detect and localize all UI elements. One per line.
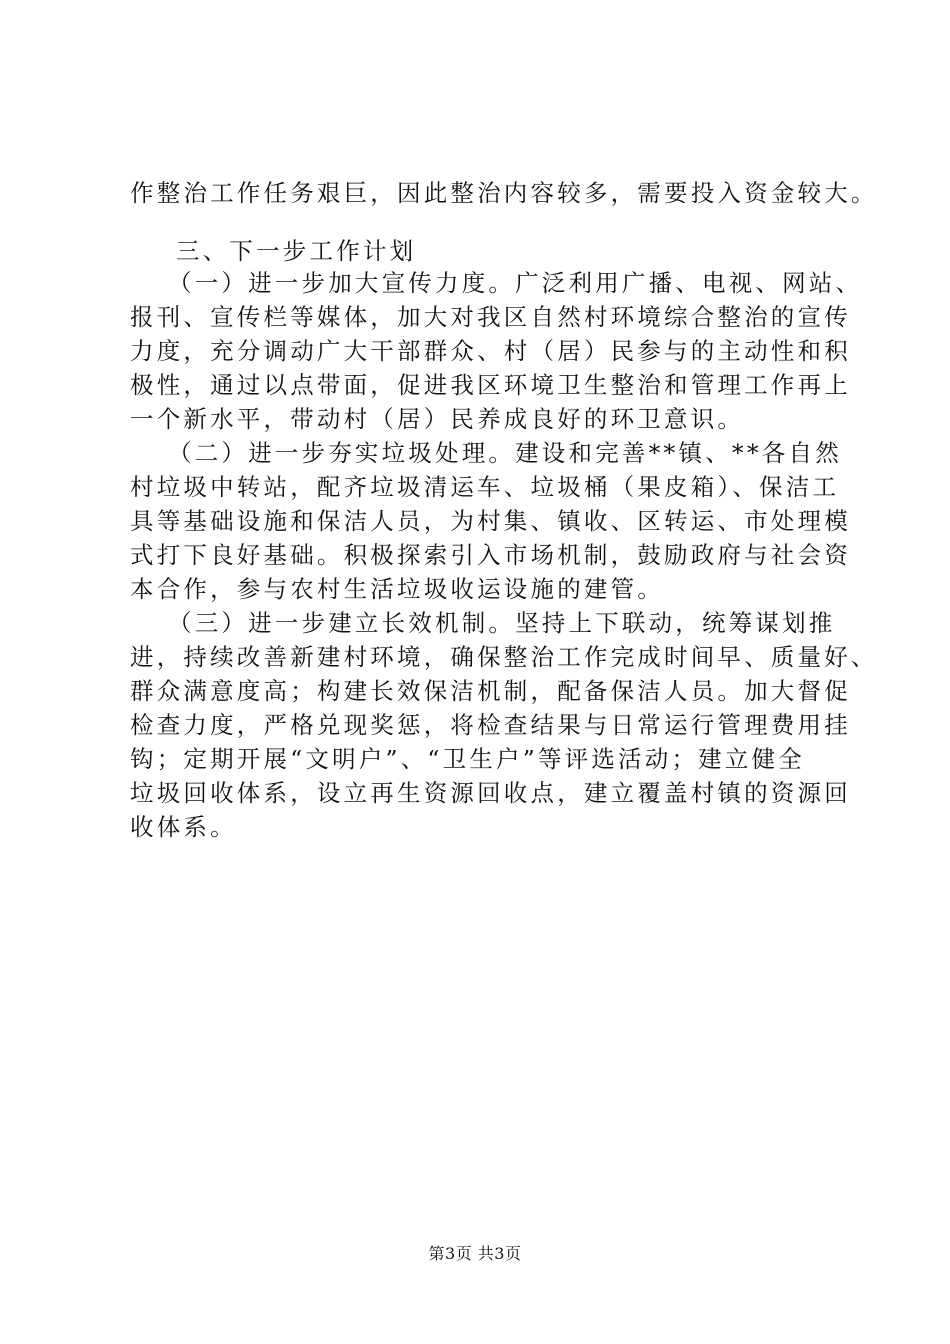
paragraph-2-line: 本合作，参与农村生活垃圾收运设施的建管。 — [130, 575, 664, 603]
paragraph-2-line: 具等基础设施和保洁人员，为村集、镇收、区转运、市处理模 — [130, 507, 851, 535]
paragraph-1-line: 极性，通过以点带面，促进我区环境卫生整治和管理工作再上 — [130, 371, 851, 399]
body-text-line: 作整治工作任务艰巨，因此整治内容较多，需要投入资金较大。 — [130, 179, 878, 207]
paragraph-1-line: 一个新水平，带动村（居）民养成良好的环卫意识。 — [130, 405, 745, 433]
paragraph-3-line: （三）进一步建立长效机制。坚持上下联动，统筹谋划推 — [168, 609, 836, 637]
paragraph-2-line: 村垃圾中转站，配齐垃圾清运车、垃圾桶（果皮箱）、保洁工 — [130, 473, 840, 501]
page-number-footer: 第3页 共3页 — [428, 1244, 522, 1263]
paragraph-3-line: 钩；定期开展“文明户”、“卫生户”等评选活动；建立健全 — [130, 745, 805, 773]
paragraph-3-line: 垃圾回收体系，设立再生资源回收点，建立覆盖村镇的资源回 — [130, 779, 851, 807]
paragraph-3-line: 进，持续改善新建村环境，确保整治工作完成时间早、质量好、 — [130, 643, 878, 671]
paragraph-3-line: 群众满意度高；构建长效保洁机制，配备保洁人员。加大督促 — [130, 677, 851, 705]
paragraph-3-line: 收体系。 — [130, 813, 237, 841]
section-heading: 三、下一步工作计划 — [176, 237, 417, 265]
paragraph-1-line: （一）进一步加大宣传力度。广泛利用广播、电视、网站、 — [168, 269, 863, 297]
paragraph-2-line: （二）进一步夯实垃圾处理。建设和完善**镇、**各自然 — [168, 439, 842, 467]
paragraph-1-line: 报刊、宣传栏等媒体，加大对我区自然村环境综合整治的宣传 — [130, 303, 851, 331]
paragraph-3-line: 检查力度，严格兑现奖惩，将检查结果与日常运行管理费用挂 — [130, 711, 851, 739]
paragraph-2-line: 式打下良好基础。积极探索引入市场机制，鼓励政府与社会资 — [130, 541, 851, 569]
paragraph-1-line: 力度，充分调动广大干部群众、村（居）民参与的主动性和积 — [130, 337, 851, 365]
